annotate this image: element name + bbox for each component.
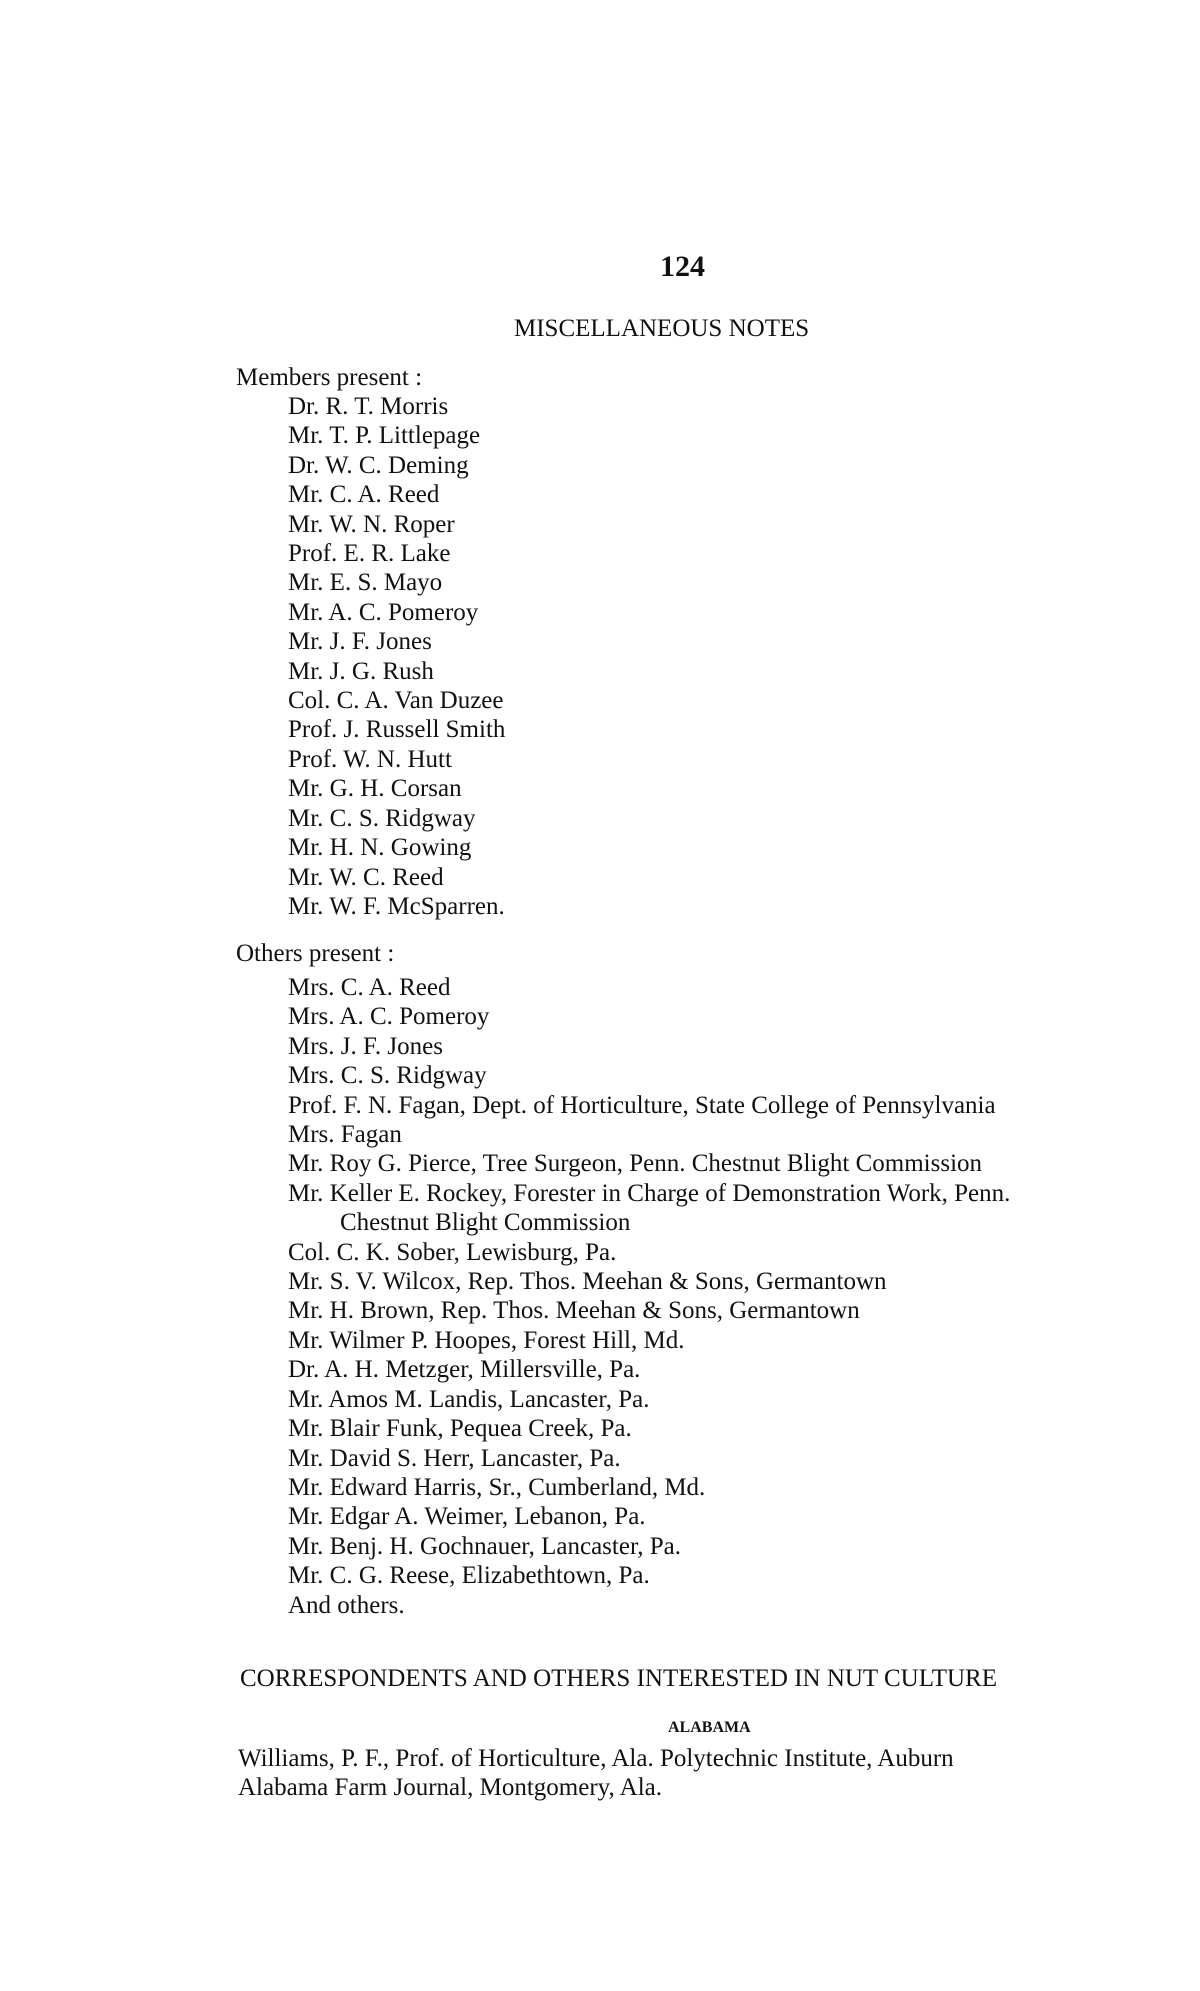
correspondents-title: CORRESPONDENTS AND OTHERS INTERESTED IN NUT CULTURE (240, 1665, 997, 1692)
attendee-item: Mr. Roy G. Pierce, Tree Surgeon, Penn. Chestnut Blight Commission (288, 1150, 983, 1178)
attendee-item: Mr. Amos M. Landis, Lancaster, Pa. (288, 1385, 650, 1413)
attendee-item: Mr. Edgar A. Weimer, Lebanon, Pa. (288, 1503, 646, 1531)
attendee-item: Mrs. Fagan (288, 1121, 402, 1149)
member-item: Mr. G. H. Corsan (288, 775, 462, 803)
correspondent-entry: Alabama Farm Journal, Montgomery, Ala. (238, 1774, 662, 1802)
correspondent-entry: Williams, P. F., Prof. of Horticulture, Ala. Polytechnic Institute, Auburn (238, 1745, 954, 1772)
members-list (288, 392, 505, 921)
attendee-item: Dr. A. H. Metzger, Millersville, Pa. (288, 1356, 641, 1384)
attendee-item: Mrs. J. F. Jones (288, 1032, 443, 1060)
attendee-item: Prof. F. N. Fagan, Dept. of Horticulture, State College of Pennsylvania (288, 1091, 996, 1119)
member-item: Prof. J. Russell Smith (288, 716, 506, 744)
member-item: Mr. W. F. McSparren. (288, 892, 505, 920)
attendee-item: Mr. Blair Funk, Pequea Creek, Pa. (288, 1415, 632, 1443)
attendee-item: Col. C. K. Sober, Lewisburg, Pa. (288, 1238, 617, 1266)
attendee-item: Mr. Wilmer P. Hoopes, Forest Hill, Md. (288, 1326, 685, 1354)
member-item: Prof. E. R. Lake (288, 540, 451, 568)
page-number: 124 (660, 250, 705, 283)
attendee-item: Mr. Edward Harris, Sr., Cumberland, Md. (288, 1473, 706, 1501)
member-item: Dr. R. T. Morris (288, 393, 449, 420)
member-item: Mr. E. S. Mayo (288, 569, 443, 597)
attendee-item: Chestnut Blight Commission (340, 1209, 631, 1237)
attendee-item: Mr. Keller E. Rockey, Forester in Charge of Demonstration Work, Penn. (288, 1179, 1011, 1207)
member-item: Mr. W. C. Reed (288, 863, 444, 891)
attendee-item: Mrs. C. S. Ridgway (288, 1062, 487, 1090)
attendee-item: Mr. Benj. H. Gochnauer, Lancaster, Pa. (288, 1532, 682, 1560)
member-item: Mr. A. C. Pomeroy (288, 598, 479, 626)
member-item: Mr. T. P. Littlepage (288, 422, 481, 450)
member-item: Mr. J. G. Rush (288, 657, 434, 685)
member-item: Mr. W. N. Roper (288, 510, 455, 538)
member-item: Dr. W. C. Deming (288, 451, 469, 479)
member-item: Col. C. A. Van Duzee (288, 687, 504, 715)
correspondent-entries (238, 1744, 954, 1803)
member-item: Prof. W. N. Hutt (288, 745, 452, 773)
attendee-item: Mr. David S. Herr, Lancaster, Pa. (288, 1444, 621, 1472)
others-list (288, 973, 1010, 1620)
member-item: Mr. J. F. Jones (288, 628, 432, 656)
state-heading: ALABAMA (668, 1719, 751, 1736)
attendee-item: And others. (288, 1591, 405, 1619)
attendee-item: Mr. S. V. Wilcox, Rep. Thos. Meehan & Sons, Germantown (288, 1268, 887, 1296)
attendee-item: Mr. H. Brown, Rep. Thos. Meehan & Sons, Germantown (288, 1297, 860, 1325)
attendee-item: Mrs. C. A. Reed (288, 974, 451, 1001)
member-item: Mr. C. S. Ridgway (288, 804, 476, 832)
others-heading: Others present : (236, 940, 395, 967)
member-item: Mr. C. A. Reed (288, 481, 440, 509)
section-title: MISCELLANEOUS NOTES (514, 315, 810, 342)
attendee-item: Mrs. A. C. Pomeroy (288, 1003, 490, 1031)
member-item: Mr. H. N. Gowing (288, 834, 472, 862)
attendee-item: Mr. C. G. Reese, Elizabethtown, Pa. (288, 1562, 650, 1590)
members-heading: Members present : (236, 364, 423, 391)
